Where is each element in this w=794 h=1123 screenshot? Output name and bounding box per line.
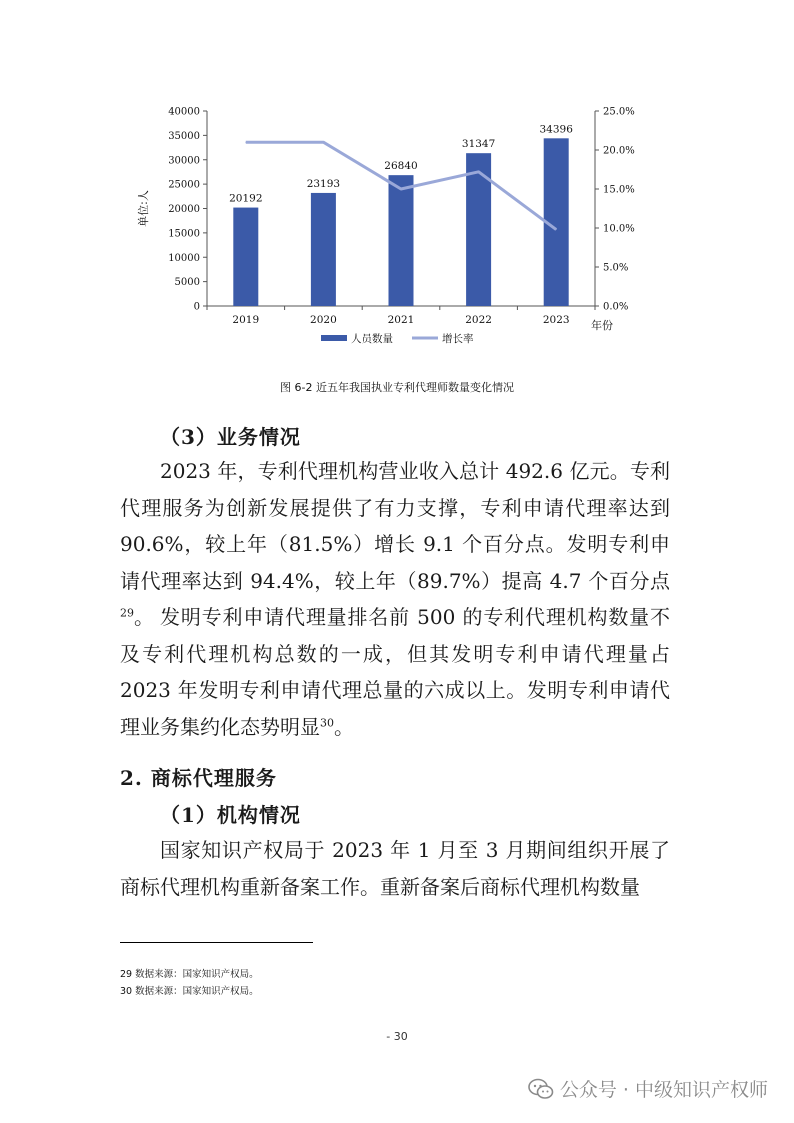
legend-bar-label: 人员数量: [351, 333, 393, 345]
bar-data-label: 31347: [461, 138, 496, 151]
bar-data-label: 23193: [306, 177, 341, 190]
footnote-divider: [120, 942, 313, 943]
y2-tick-label: 25.0%: [603, 106, 635, 118]
legend-line-label: 增长率: [442, 333, 474, 345]
x-axis-label: 年份: [591, 319, 613, 332]
growth-point-2022: [478, 171, 479, 172]
growth-point-2021: [401, 189, 402, 190]
x-tick-label: 2023: [542, 314, 570, 326]
y-tick-label: 30000: [168, 155, 200, 167]
x-tick-label: 2020: [310, 314, 337, 326]
growth-point-2023: [556, 229, 557, 230]
watermark-text: 公众号 · 中级知识产权师: [559, 1079, 768, 1101]
y-tick-label: 20000: [168, 204, 200, 215]
bar-2020: [311, 193, 336, 306]
bar-2022: [466, 153, 491, 306]
y-tick-label: 0: [193, 301, 200, 313]
y2-tick-label: 10.0%: [603, 223, 635, 235]
section-heading-org: （1）机构情况: [160, 803, 301, 827]
y-tick-label: 5000: [174, 277, 200, 289]
bar-2019: [233, 208, 258, 306]
x-tick-label: 2019: [232, 314, 260, 326]
bar-2021: [389, 175, 414, 306]
y-tick-label: 35000: [168, 130, 200, 142]
paragraph-business-1: 2023 年，专利代理机构营业收入总计 492.6 亿元。专利代理服务为创新发展提供了有力支撑，专利申请代理率达到 90.6%，较上年（81.5%）增长 9.1 个百分点。发明专利申请代理率达到 94.4%，较上年（89.7%）提高 4.7 个百分点$^{29}$。: [120, 459, 670, 629]
bar-data-label: 34396: [539, 123, 573, 136]
bar-data-label: 26840: [384, 160, 418, 173]
bar-data-label: 20192: [229, 192, 263, 205]
growth-point-2019: [245, 142, 246, 143]
y2-tick-label: 5.0%: [603, 262, 629, 274]
footnote-29: 29 数据来源：国家知识产权局。: [120, 969, 259, 980]
y-axis-label: 单位:人: [137, 190, 150, 227]
section-heading-business: （3）业务情况: [160, 425, 301, 449]
figure-caption: 图 6-2 近五年我国执业专利代理师数量变化情况: [280, 381, 514, 394]
staff-count-chart: [120, 98, 635, 350]
paragraph-business-2: 发明专利申请代理量排名前 500 的专利代理机构数量不及专利代理机构总数的一成，但其发明专利申请代理量占 2023 年发明专利申请代理总量的六成以上。发明专利申请代理业务集约化态势明显$^{30}$。: [120, 605, 670, 739]
wechat-icon: [528, 1078, 554, 1100]
legend-bar-swatch: [321, 335, 347, 341]
y2-tick-label: 20.0%: [603, 145, 635, 157]
footnote-ref-29[interactable]: 29: [120, 606, 134, 620]
y2-tick-label: 15.0%: [603, 184, 635, 196]
x-tick-label: 2021: [387, 314, 415, 326]
growth-point-2020: [323, 142, 324, 143]
y2-tick-label: 0.0%: [603, 301, 629, 313]
y-tick-label: 15000: [168, 228, 200, 240]
y-tick-label: 10000: [168, 252, 200, 264]
heading-trademark-agency: 2. 商标代理服务: [120, 766, 277, 790]
x-tick-label: 2022: [465, 314, 492, 326]
y-tick-label: 40000: [168, 106, 200, 118]
footnote-30: 30 数据来源：国家知识产权局。: [120, 986, 259, 997]
watermark: [528, 1075, 768, 1102]
y-tick-label: 25000: [168, 179, 200, 191]
paragraph-trademark-1: 国家知识产权局于 2023 年 1 月至 3 月期间组织开展了商标代理机构重新备案工作。重新备案后商标代理机构数量: [120, 838, 670, 899]
footnote-ref-30[interactable]: 30: [320, 715, 334, 729]
page-number: - 30: [386, 1030, 408, 1043]
